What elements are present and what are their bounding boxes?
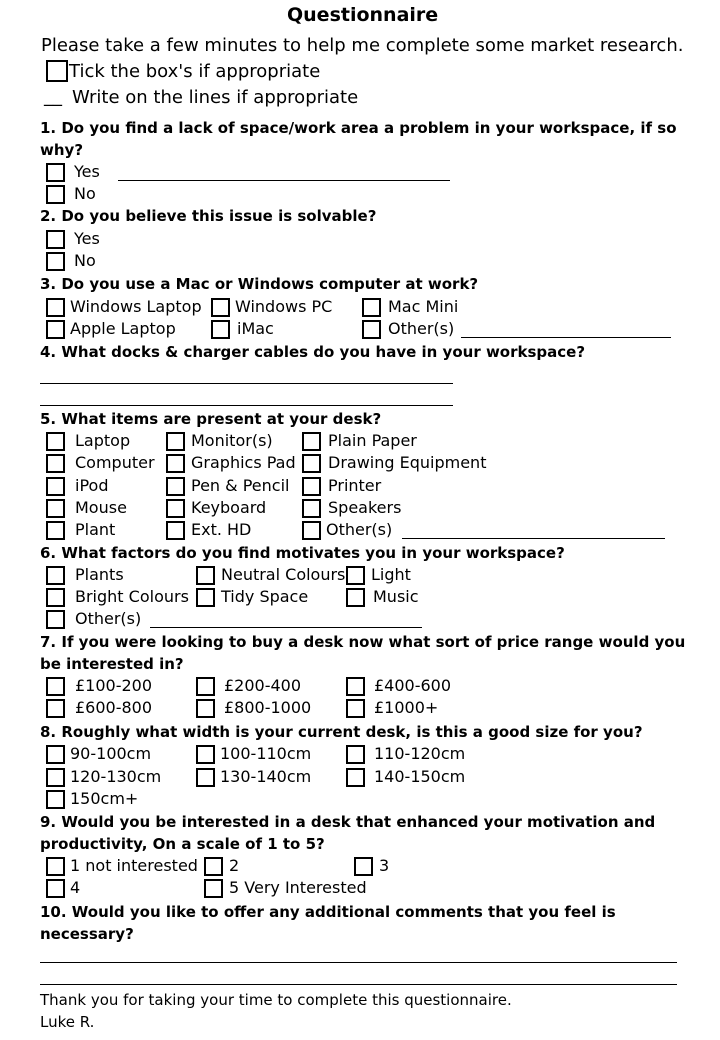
- q9-scale-3-label: 3: [379, 856, 390, 875]
- q2-yes-checkbox[interactable]: [46, 230, 65, 249]
- q3-windows-pc-checkbox[interactable]: [211, 298, 230, 317]
- q8-100-110-checkbox[interactable]: [196, 745, 215, 764]
- q6-other-line[interactable]: [150, 627, 422, 628]
- q5-speakers-checkbox[interactable]: [302, 499, 321, 518]
- q8-90-100-label: 90-100cm: [70, 744, 152, 763]
- question-5-text: 5. What items are present at your desk?: [40, 410, 382, 428]
- q6-music-label: Music: [373, 587, 419, 606]
- intro-text: Please take a few minutes to help me complete some market research.: [41, 35, 684, 56]
- q5-computer-checkbox[interactable]: [46, 454, 65, 473]
- q5-keyboard-label: Keyboard: [191, 498, 267, 517]
- legend-checkbox: [46, 60, 68, 82]
- q5-ipod-checkbox[interactable]: [46, 477, 65, 496]
- q1-no-checkbox[interactable]: [46, 185, 65, 204]
- q3-apple-laptop-label: Apple Laptop: [70, 319, 176, 338]
- q5-ext-hd-label: Ext. HD: [191, 520, 252, 539]
- q7-200-400-checkbox[interactable]: [196, 677, 215, 696]
- q6-bright-colours-label: Bright Colours: [75, 587, 189, 606]
- q7-1000-plus-label: £1000+: [374, 698, 439, 717]
- q8-100-110-label: 100-110cm: [220, 744, 312, 763]
- question-1-text-cont: why?: [40, 141, 84, 159]
- tick-hint: Tick the box's if appropriate: [69, 61, 321, 82]
- q8-150-plus-checkbox[interactable]: [46, 790, 65, 809]
- q6-light-checkbox[interactable]: [346, 566, 365, 585]
- q3-apple-laptop-checkbox[interactable]: [46, 320, 65, 339]
- q1-why-line[interactable]: [118, 180, 450, 181]
- question-9-text: 9. Would you be interested in a desk that enhanced your motivation and: [40, 813, 656, 831]
- q7-800-1000-label: £800-1000: [224, 698, 312, 717]
- q5-mouse-label: Mouse: [75, 498, 127, 517]
- q8-110-120-label: 110-120cm: [374, 744, 466, 763]
- q5-graphics-pad-label: Graphics Pad: [191, 453, 296, 472]
- q8-110-120-checkbox[interactable]: [346, 745, 365, 764]
- q4-answer-line-1[interactable]: [40, 383, 453, 384]
- q5-printer-checkbox[interactable]: [302, 477, 321, 496]
- q5-computer-label: Computer: [75, 453, 155, 472]
- q2-no-label: No: [74, 251, 96, 270]
- q7-100-200-label: £100-200: [75, 676, 153, 695]
- question-10-text-cont: necessary?: [40, 925, 134, 943]
- q7-800-1000-checkbox[interactable]: [196, 699, 215, 718]
- q6-other-checkbox[interactable]: [46, 610, 65, 629]
- q6-tidy-space-checkbox[interactable]: [196, 588, 215, 607]
- q3-other-label: Other(s): [388, 319, 455, 338]
- q3-other-checkbox[interactable]: [362, 320, 381, 339]
- question-10-text: 10. Would you like to offer any additional comments that you feel is: [40, 903, 616, 921]
- question-9-text-cont: productivity, On a scale of 1 to 5?: [40, 835, 325, 853]
- q6-light-label: Light: [371, 565, 411, 584]
- q5-drawing-equipment-checkbox[interactable]: [302, 454, 321, 473]
- question-7-text-cont: be interested in?: [40, 655, 184, 673]
- q6-plants-checkbox[interactable]: [46, 566, 65, 585]
- q5-printer-label: Printer: [328, 476, 382, 495]
- line-marker: __: [44, 86, 62, 107]
- q9-scale-4-label: 4: [70, 878, 81, 897]
- q5-plant-checkbox[interactable]: [46, 521, 65, 540]
- q4-answer-line-2[interactable]: [40, 405, 453, 406]
- q5-plant-label: Plant: [75, 520, 116, 539]
- signature-text: Luke R.: [40, 1013, 95, 1031]
- q3-mac-mini-label: Mac Mini: [388, 297, 459, 316]
- q1-yes-checkbox[interactable]: [46, 163, 65, 182]
- q9-scale-4-checkbox[interactable]: [46, 879, 65, 898]
- q6-tidy-space-label: Tidy Space: [221, 587, 309, 606]
- q9-scale-2-label: 2: [229, 856, 240, 875]
- line-hint: Write on the lines if appropriate: [72, 87, 359, 108]
- q8-90-100-checkbox[interactable]: [46, 745, 65, 764]
- q2-yes-label: Yes: [74, 229, 100, 248]
- thank-you-text: Thank you for taking your time to complete this questionnaire.: [40, 991, 512, 1009]
- q8-120-130-checkbox[interactable]: [46, 768, 65, 787]
- q5-plain-paper-label: Plain Paper: [328, 431, 417, 450]
- q7-600-800-label: £600-800: [75, 698, 153, 717]
- question-3-text: 3. Do you use a Mac or Windows computer at work?: [40, 275, 479, 293]
- q9-scale-5-label: 5 Very Interested: [229, 878, 367, 897]
- q9-scale-3-checkbox[interactable]: [354, 857, 373, 876]
- q5-pen-pencil-checkbox[interactable]: [166, 477, 185, 496]
- q9-scale-2-checkbox[interactable]: [204, 857, 223, 876]
- q8-140-150-checkbox[interactable]: [346, 768, 365, 787]
- q3-other-line[interactable]: [461, 337, 671, 338]
- q1-yes-label: Yes: [74, 162, 100, 181]
- q5-laptop-checkbox[interactable]: [46, 432, 65, 451]
- q5-monitor-checkbox[interactable]: [166, 432, 185, 451]
- q7-400-600-label: £400-600: [374, 676, 452, 695]
- q6-neutral-colours-label: Neutral Colours: [221, 565, 346, 584]
- q7-400-600-checkbox[interactable]: [346, 677, 365, 696]
- q5-pen-pencil-label: Pen & Pencil: [191, 476, 290, 495]
- q5-other-checkbox[interactable]: [302, 521, 321, 540]
- q5-speakers-label: Speakers: [328, 498, 402, 517]
- q9-scale-5-checkbox[interactable]: [204, 879, 223, 898]
- q3-windows-pc-label: Windows PC: [235, 297, 333, 316]
- q5-ext-hd-checkbox[interactable]: [166, 521, 185, 540]
- question-2-text: 2. Do you believe this issue is solvable?: [40, 207, 377, 225]
- q6-plants-label: Plants: [75, 565, 124, 584]
- q10-answer-line-2[interactable]: [40, 984, 677, 985]
- q8-140-150-label: 140-150cm: [374, 767, 466, 786]
- q8-130-140-checkbox[interactable]: [196, 768, 215, 787]
- q5-keyboard-checkbox[interactable]: [166, 499, 185, 518]
- q9-scale-1-checkbox[interactable]: [46, 857, 65, 876]
- q6-bright-colours-checkbox[interactable]: [46, 588, 65, 607]
- q7-100-200-checkbox[interactable]: [46, 677, 65, 696]
- q5-other-line[interactable]: [402, 538, 665, 539]
- q5-graphics-pad-checkbox[interactable]: [166, 454, 185, 473]
- q8-120-130-label: 120-130cm: [70, 767, 162, 786]
- q5-monitor-label: Monitor(s): [191, 431, 273, 450]
- q5-laptop-label: Laptop: [75, 431, 131, 450]
- question-8-text: 8. Roughly what width is your current desk, is this a good size for you?: [40, 723, 643, 741]
- page-title: Questionnaire: [287, 4, 439, 26]
- q8-150-plus-label: 150cm+: [70, 789, 139, 808]
- q8-130-140-label: 130-140cm: [220, 767, 312, 786]
- q7-1000-plus-checkbox[interactable]: [346, 699, 365, 718]
- question-1-text: 1. Do you find a lack of space/work area a problem in your workspace, if so: [40, 119, 677, 137]
- q3-mac-mini-checkbox[interactable]: [362, 298, 381, 317]
- q3-windows-laptop-checkbox[interactable]: [46, 298, 65, 317]
- question-4-text: 4. What docks & charger cables do you have in your workspace?: [40, 343, 586, 361]
- q3-imac-label: iMac: [237, 319, 274, 338]
- question-6-text: 6. What factors do you find motivates you in your workspace?: [40, 544, 565, 562]
- question-7-text: 7. If you were looking to buy a desk now what sort of price range would you: [40, 633, 686, 651]
- q7-600-800-checkbox[interactable]: [46, 699, 65, 718]
- q5-drawing-equipment-label: Drawing Equipment: [328, 453, 487, 472]
- q9-scale-1-label: 1 not interested: [70, 856, 198, 875]
- q3-windows-laptop-label: Windows Laptop: [70, 297, 202, 316]
- q5-mouse-checkbox[interactable]: [46, 499, 65, 518]
- q6-music-checkbox[interactable]: [346, 588, 365, 607]
- q2-no-checkbox[interactable]: [46, 252, 65, 271]
- q5-plain-paper-checkbox[interactable]: [302, 432, 321, 451]
- q10-answer-line-1[interactable]: [40, 962, 677, 963]
- q5-other-label: Other(s): [326, 520, 393, 539]
- q5-ipod-label: iPod: [75, 476, 109, 495]
- q3-imac-checkbox[interactable]: [211, 320, 230, 339]
- q6-neutral-colours-checkbox[interactable]: [196, 566, 215, 585]
- q7-200-400-label: £200-400: [224, 676, 302, 695]
- q6-other-label: Other(s): [75, 609, 142, 628]
- q1-no-label: No: [74, 184, 96, 203]
